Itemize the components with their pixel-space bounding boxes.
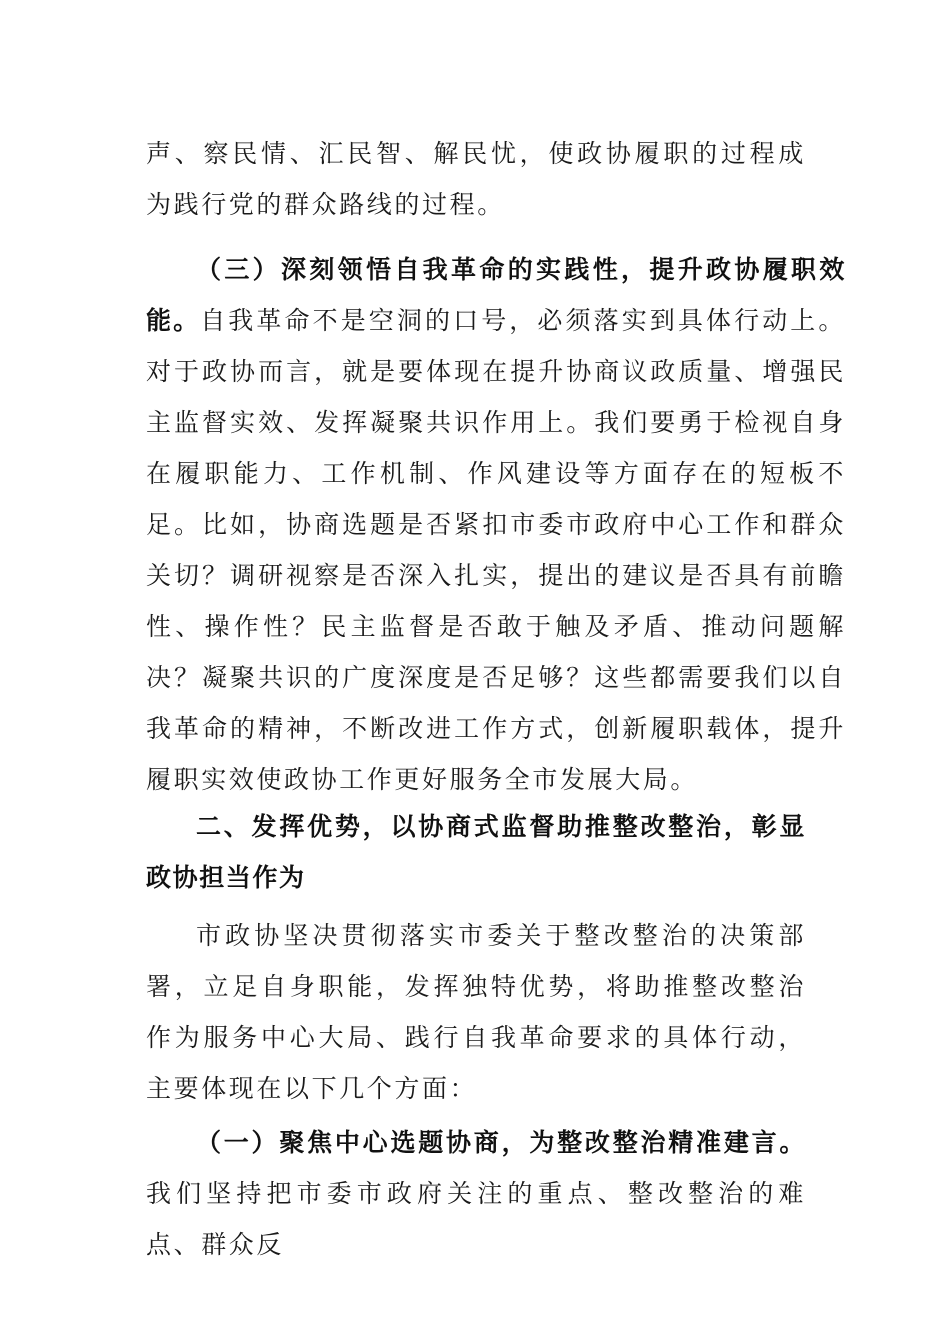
paragraph-intro <box>146 910 806 1114</box>
section-heading-three: （三）深刻领悟自我革命的实践性，提升政协履职效能。 <box>146 255 846 335</box>
paragraph-text: 市政协坚决贯彻落实市委关于整改整治的决策部署，立足自身职能，发挥独特优势，将助推整改整治作为服务中心大局、践行自我革命要求的具体行动，主要体现在以下几个方面： <box>146 921 806 1103</box>
paragraph-section-one <box>146 1117 806 1270</box>
chapter-heading-two <box>146 801 806 903</box>
section-body-one: 我们坚持把市委市政府关注的重点、整改整治的难点、群众反 <box>146 1179 806 1259</box>
paragraph-section-three <box>146 244 846 805</box>
paragraph-continuation <box>146 128 806 230</box>
section-heading-one: （一）聚焦中心选题协商，为整改整治精准建言。 <box>196 1128 806 1157</box>
chapter-heading-text: 二、发挥优势，以协商式监督助推整改整治，彰显政协担当作为 <box>146 812 806 892</box>
section-body-three: 自我革命不是空洞的口号，必须落实到具体行动上。对于政协而言，就是要体现在提升协商议政质量、增强民主监督实效、发挥凝聚共识作用上。我们要勇于检视自身在履职能力、工作机制、作风建设等方面存在的短板不足。比如，协商选题是否紧扣市委市政府中心工作和群众关切？调研视察是否深入扎实，提出的建议是否具有前瞻性、操作性？民主监督是否敢于触及矛盾、推动问题解决？凝聚共识的广度深度是否足够？这些都需要我们以自我革命的精神，不断改进工作方式，创新履职载体，提升履职实效使政协工作更好服务全市发展大局。 <box>146 306 846 794</box>
paragraph-text: 声、察民情、汇民智、解民忧，使政协履职的过程成为践行党的群众路线的过程。 <box>146 139 806 219</box>
